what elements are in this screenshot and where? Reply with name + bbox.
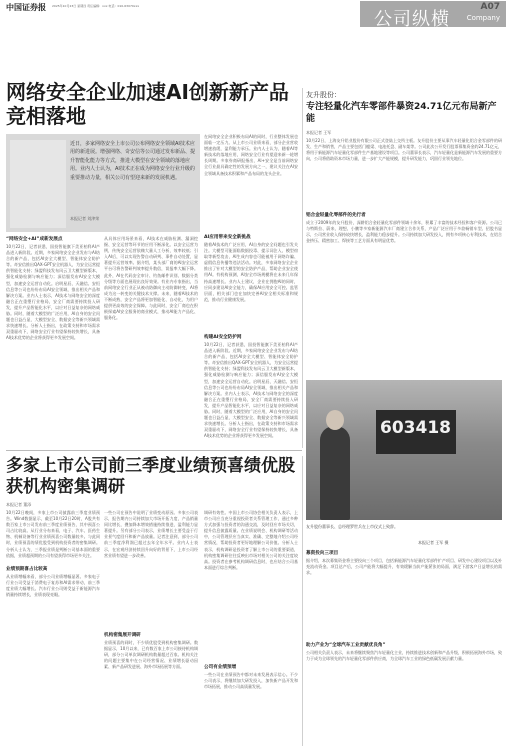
story1-summary: 近日，多家网络安全上市公司公布网络安全领域AI技术应用的新进展。增强网络、奇安信等公司通过发布新品、提升智能化能力等方式，推进大模型在安全领域的落地应用。业内人士认为，AI技术正在成为网络安全行业升级的重要推动力量，相关公司有望迎来新的发展机遇。 xyxy=(70,141,196,181)
right-story-kicker: 友升股份： xyxy=(306,91,341,99)
story1-subhead-3: 构建AI安全防护网 xyxy=(204,335,242,340)
story1-headline: 网络安全企业加速AI创新新产品竞相落地 xyxy=(6,80,289,128)
column-divider xyxy=(302,88,303,448)
story1-column-2: 从具体应用场景来看，AI技术在威胁检测、漏洞挖掘、安全运营等环节的应用不断深化。以安全运营为例，传统安全运营依赖大量人工分析，效率较低；引入AI后，可以实现告警自动研判、事件自动处置，显著提升运营效率。据介绍，某头部厂商的AI安全运营平台可将告警研判效率提升数倍，误报率大幅下降。此外，AI在代码安全审计、钓鱼邮件识别、数据分类分级等方面也展现出良好效果。有业内专家指出，当前网络安全行业正从被动防御向主动防御转变，AI将成为这一转变的关键技术支撑。未来，随着AI技术的不断成熟，安全产品将更加智能化、自动化，为用户提供更高效的安全保障。与此同时，安全厂商也在积极探索AI安全服务的商业模式，推动AI能力产品化、服务化。 xyxy=(104,236,198,321)
story2-author: 本报记者 董添 xyxy=(6,502,32,507)
story2-column-1b: 从业绩增幅来看，部分公司业绩增幅显著。多家电子行业公司受益于消费电子复苏和AI需求带动，前三季度业绩大幅增长。汽车行业公司则受益于新能源汽车销量持续增长，业绩表现亮眼。 xyxy=(6,574,100,598)
right-story-title: 专注轻量化汽车零部件暴资24.71亿元布局新产能 xyxy=(306,102,497,124)
header-date-line: 2025年10月23日 星期四 责任编辑：xxx 电话：010-63070xxx xyxy=(52,4,140,8)
right-story-paragraph-2: 成立于2009年的友升股份，深耕铝合金轻量化零部件领域十余年，积累了丰富的技术经验和客户资源。公司已与特斯拉、蔚来、理想、小鹏等多家新能源汽车厂商建立合作关系，产品广泛应用于多款畅销车型。招股书显示，公司营业收入保持较快增长，盈利能力稳步提升。公司持续加大研发投入，拥有多项核心专利技术，在铝合金挤压、精密加工、焊接等工艺方面具有明显优势。 xyxy=(306,220,502,244)
story-divider xyxy=(6,450,302,451)
newspaper-masthead: 中国证券报 xyxy=(6,2,46,12)
story1-summary-author: 本报记者 刘津荣 xyxy=(70,216,100,221)
speaker-figure xyxy=(320,426,350,520)
right-story-author: 本报记者 王军 xyxy=(306,130,332,135)
story2-subhead-1: 业绩预期喜占比较高 xyxy=(6,567,48,572)
right-story-paragraph-4: 公司相关负责人表示，未来将继续聚焦汽车轻量化主业，持续推进技术创新和产品升级，积极拓展海外市场，致力于成为全球领先的汽车轻量化零部件供应商，为全球汽车工业的绿色低碳发展贡献力量。 xyxy=(306,650,502,662)
photo-caption: 友升股份董事长、总经理罗世兵在上市仪式上致辞。 xyxy=(306,524,398,529)
story1-column-1: 10月22日，记者获悉，国投智能旗下美亚柏科AI产品进入新阶段。近期，多家网络安全企业发布与AI结合的新产品，包括AI安全大模型、智能体安全防护等。奇安信推出QAX-GPT安全机器人，为安全运营提供智能化支持；绿盟科技发布风云卫大模型新版本，强化威胁检测与响应能力；深信服发布AI安全大模型，加速安全运营自动化。启明星辰、天融信、安恒信息等公司也纷纷布局AI安全领域，推出相关产品和解决方案。业内人士表示，AI技术与网络安全的深度融合正在重塑行业格局，安全厂商需要持续投入研发，提升产品智能化水平，以应对日益复杂的网络威胁。同时，随着大模型的广泛应用，AI自身的安全问题也日益凸显，大模型安全、数据安全等新兴领域需求快速增长。分析人士指出，在政策支持和市场需求双重驱动下，网络安全行业有望保持较快增长，具备AI技术优势的企业将获得更多发展空间。 xyxy=(6,244,100,341)
section-title: 公司纵横 xyxy=(374,9,450,30)
section-subtitle: Company xyxy=(466,14,500,22)
story2-column-3a: 调研有效性。中国上市公司协会相关负责人表示，上市公司应当充分重视投资者关系管理工作，通过多种方式加强与投资者的沟通交流，及时回应市场关切，提升信息披露质量。在业绩说明会、机构调研等活动中，公司管理层应当真实、准确、完整地介绍公司经营情况，帮助投资者更好地理解公司价值。分析人士表示，机构调研是投资者了解上市公司的重要渠道，机构密集调研往往反映出市场对相关公司的关注度较高。投资者在参考机构调研信息时，也应结合公司基本面进行综合判断。 xyxy=(204,510,298,570)
story2-column-3b: 一些公司在业绩预告中都对未来发展表示信心。不少公司表示，将继续加大研发投入，加快新产品开发和市场拓展，推动公司高质量发展。 xyxy=(204,672,298,690)
story1-summary-box xyxy=(6,134,200,232)
story2-headline: 多家上市公司前三季度业绩预喜绩优股获机构密集调研 xyxy=(6,456,295,497)
story1-subhead-2: AI应用带来安全新挑战 xyxy=(204,235,251,240)
right-story-paragraph-1: 10月22日，上海友升铝业股份有限公司正式登陆上交所主板。友升股份主要从事汽车轻量化铝合金零部件的研发、生产和销售，产品主要包括门槛梁、电池托盘、副车架等。公司此次公开发行股票募集资金约24.71亿元，将用于新能源汽车轻量化零部件生产基地建设等项目。公司董事长表示，汽车轻量化是新能源汽车发展的重要方向，公司将借助资本市场力量，进一步扩大产能规模，提升研发能力，巩固行业领先地位。 xyxy=(306,138,502,162)
story2-subhead-3: 公司有业绩预增 xyxy=(204,665,237,670)
stock-code: 603418 xyxy=(380,418,451,438)
speaker-head xyxy=(326,410,344,430)
photo-credit: 本报记者 王军 摄 xyxy=(418,540,449,545)
story2-column-1a: 10月22日晚间，多家上市公司披露前三季度业绩预告。Wind数据显示，截至10月22日20时，A股共有数百家上市公司发布前三季度业绩预告，其中预喜公司占比较高。从行业分布来看，电子、汽车、医药生物、机械设备等行业业绩预喜公司数量较多。与此同时，业绩预喜的绩优股受到机构投资者的密集调研。分析人士认为，三季报业绩是判断公司基本面的重要依据，业绩超预期的公司有望获得市场更多关注。 xyxy=(6,510,100,558)
story2-column-2a: 一些公司在预告中说明了业绩变动原因。多家公司表示，报告期内公司持续加大市场开拓力度，产品销量同比增长，叠加降本增效措施持续推进，盈利能力显著提升。另有部分公司表示，业绩增长主要受益于行业景气度回升和新产品放量。记者注意到，部分公司前三季度净利润已超过去年全年水平。业内人士表示，在宏观经济持续回升向好的背景下，上市公司经营业绩有望进一步改善。 xyxy=(104,510,198,558)
story1-column-3c: 10月22日，记者获悉，国投智能旗下美亚柏科AI产品进入新阶段。近期，多家网络安全企业发布与AI结合的新产品，包括AI安全大模型、智能体安全防护等。奇安信推出QAX-GPT安全机器人，为安全运营提供智能化支持；绿盟科技发布风云卫大模型新版本，强化威胁检测与响应能力；深信服发布AI安全大模型，加速安全运营自动化。启明星辰、天融信、安恒信息等公司也纷纷布局AI安全领域，推出相关产品和解决方案。业内人士表示，AI技术与网络安全的深度融合正在重塑行业格局，安全厂商需要持续投入研发，提升产品智能化水平，以应对日益复杂的网络威胁。同时，随着大模型的广泛应用，AI自身的安全问题也日益凸显，大模型安全、数据安全等新兴领域需求快速增长。分析人士指出，在政策支持和市场需求双重驱动下，网络安全行业有望保持较快增长，具备AI技术优势的企业将获得更多发展空间。 xyxy=(204,342,298,439)
story2-column-2b: 业绩预喜的同时，不少绩优股受到机构密集调研。数据显示，10月以来，已有数百家上市公司接待机构调研，部分公司单次调研机构数量超过百家。机构关注的问题主要集中在公司经营情况、业绩增长驱动因素、新产品研发进展、海外市场拓展等方面。 xyxy=(104,640,198,670)
page-header xyxy=(0,0,506,30)
section-banner xyxy=(360,1,506,30)
story1-subhead-1: “网络安全+AI”成新发展点 xyxy=(6,237,63,242)
right-story-paragraph-3: 据介绍，本次募集资金将主要投向三个项目，包括新能源汽车轻量化零部件扩产项目、研发中心建设项目以及补充流动资金。项目达产后，公司产能将大幅提升，有效缓解当前产能紧张的局面，满足下游客户日益增长的需求。 xyxy=(306,558,502,576)
right-story-subhead-1: 铝合金轻量化零部件的先行者 xyxy=(306,213,366,218)
story1-column-3b: 随着AI技术的广泛应用，AI自身的安全问题也引发关注。大模型可能面临数据投毒、提示词注入、模型窃取等新型攻击，AI生成内容也可能被用于网络诈骗、虚假信息传播等违法活动。对此，多家网络安全企业推出了针对大模型的安全防护产品，帮助企业安全使用AI。有机构预测，AI安全市场规模将在未来几年保持高速增长。业内人士建议，企业在拥抱AI的同时，应同步建设AI安全能力，确保AI应用安全可控。监管层面，相关部门也在加快完善AI安全相关标准和规范，推动行业健康发展。 xyxy=(204,242,298,302)
summary-image-placeholder xyxy=(10,140,66,228)
listing-ceremony-photo xyxy=(306,380,502,520)
column-divider-lower xyxy=(302,456,303,746)
right-story-subhead-3: 助力产业为“全球汽车工业贡献优良角” xyxy=(306,643,386,648)
story1-column-3a: 在网络安全企业积极布局AI的同时，行业整体发展也面临一定压力。从上市公司业绩来看，部分企业营收增速放缓，盈利能力承压。业内人士认为，随着AI等新技术的落地应用，网络安全行业有望迎来新一轮增长周期。多家券商研报指出，AI+安全是当前网络安全行业最具确定性的发展方向之一，建议关注在AI安全领域具备技术积累和产品布局的龙头企业。 xyxy=(204,134,298,176)
page-number: A07 xyxy=(480,2,500,12)
story2-subhead-2: 机构密集展开调研 xyxy=(104,633,141,638)
right-story-subhead-2: 募资投向三项目 xyxy=(306,551,339,556)
